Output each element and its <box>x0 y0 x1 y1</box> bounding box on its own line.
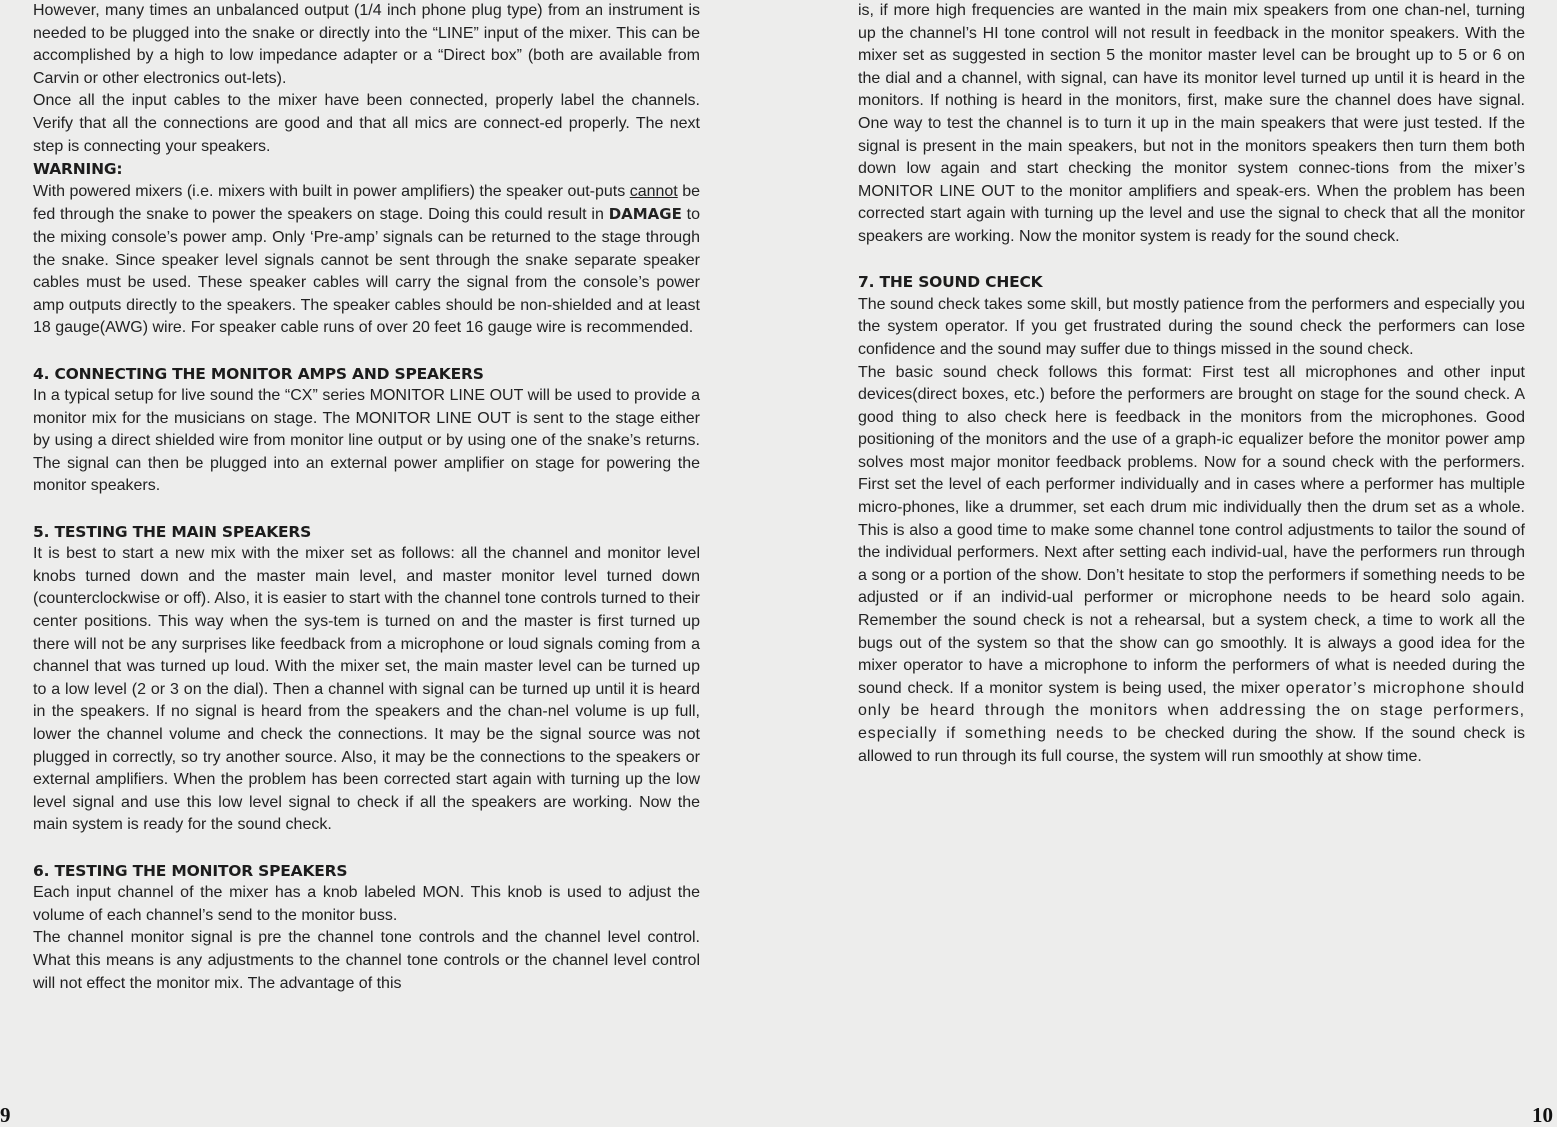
section-7-heading: 7. THE SOUND CHECK <box>858 273 1043 292</box>
paragraph-unbalanced-output: However, many times an unbalanced output (1/4 inch phone plug type) from an instrument is needed to be plugged into the snake or directly into the “LINE” input of the mixer. This can be accomplished by a high to low impedance adapter or a “Direct box” (both are available from Carvin or other electronics out-lets). <box>33 2 700 87</box>
spacer <box>33 837 700 860</box>
section-7-body-2a: The basic sound check follows this format: First test all microphones and other input devices(direct boxes, etc.) before the performers are brought on stage for the sound check. A good thing to also check here is feedback in the monitors from the microphones. Good positioning of the monitors and the use of a graph-ic equalizer before the monitor power amp solves most major monitor feedback problems. Now for a sound check with the performers. First set the level of each performer individually and in cases where a performer has multiple micro-phones, like a drummer, set each drum mic individually then the drum set as a whole. This is also a good time to make some channel tone control adjustments to tailor the sound of the individual performers. Next after setting each individ-ual, have the performers run through a song or a portion of the show. Don’t hesitate to stop the performers if something needs to be adjusted or if an individ-ual performer or microphone needs to be heard solo again. Remember the sound check is not a rehearsal, but a system check, a time to work all the bugs out of the system so that the show can go smoothly. It is always a good idea for the mixer operator to have a microphone to inform the performers of what is needed during the sound check. If a monitor system is being used, the mixer <box>858 363 1525 697</box>
section-5-body: It is best to start a new mix with the mixer set as follows: all the channel and monitor level knobs turned down and the master main level, and master monitor level turned down (counterclockwise or off). Also, it is easier to start with the channel tone controls turned to their center positions. This way when the sys-tem is turned on and the master is first turned up there will not be any surprises like feedback from a microphone or loud signals coming from a channel that was turned up loud. With the mixer set, the main master level can be turned up to a low level (2 or 3 on the dial). Then a channel with signal can be turned up until it is heard in the speakers. If no signal is heard from the speakers and the chan-nel volume is up full, lower the channel volume and check the connections. It may be the signal source was not plugged in correctly, so try another source. Also, it may be the connections to the speakers or external amplifiers. When the problem has been corrected start again with turning up the low level signal and use this low level signal to check if all the speakers are working. Now the main system is ready for the sound check. <box>33 545 700 834</box>
section-7-body-2c: checked during the show. If the sound check is allowed to run through its full course, the system will run smoothly at show time. <box>858 725 1526 765</box>
spacer <box>858 249 1525 272</box>
section-7-body-2 <box>858 362 1525 769</box>
paragraph-label-channels: Once all the input cables to the mixer have been connected, properly label the channels. Verify that all the connections are good and that all mics are connect-ed properly. The next step is connecting your speakers. <box>33 92 700 155</box>
page-number-left: 9 <box>0 1103 11 1127</box>
warning-text-part1: With powered mixers (i.e. mixers with built in power amplifiers) the speaker out-puts <box>33 182 630 200</box>
warning-text-part2: be fed through the snake to power the speakers on stage. Doing this could result in <box>33 182 700 224</box>
section-7-body-2b: operator’s microphone should only be heard through the monitors when addressing the on stage performers, especially if something needs to be <box>858 679 1525 742</box>
section-4-body: In a typical setup for live sound the “CX” series MONITOR LINE OUT will be used to provide a monitor mix for the musicians on stage. The MONITOR LINE OUT is sent to the stage either by using a direct shielded wire from monitor line output or by using one of the snake’s returns. The signal can then be plugged into an external power amplifier on stage for powering the monitor speakers. <box>33 387 700 495</box>
section-7-body-1: The sound check takes some skill, but mostly patience from the performers and especially you the system operator. If you get frustrated during the sound check the performers can lose confidence and the sound may suffer due to things missed in the sound check. <box>858 295 1525 358</box>
section-4-heading: 4. CONNECTING THE MONITOR AMPS AND SPEAKERS <box>33 364 484 383</box>
section-6-body-2: The channel monitor signal is pre the channel tone controls and the channel level control. What this means is any adjustments to the channel tone controls or the channel level control will not effect the monitor mix. The advantage of this <box>33 929 700 992</box>
left-page-column <box>33 0 700 995</box>
section-5-heading: 5. TESTING THE MAIN SPEAKERS <box>33 522 312 541</box>
right-page-column <box>858 0 1525 768</box>
section-6-body-1: Each input channel of the mixer has a knob labeled MON. This knob is used to adjust the volume of each channel’s send to the monitor buss. <box>33 884 700 924</box>
warning-heading: WARNING: <box>33 160 123 179</box>
paragraph-warning <box>33 181 700 340</box>
section-6-heading: 6. TESTING THE MONITOR SPEAKERS <box>33 861 348 880</box>
warning-text-part3: to the mixing console’s power amp. Only ‘Pre-amp’ signals can be returned to the stage through the snake. Since speaker level signals cannot be sent through the snake separate speaker cables must be used. These speaker cables will carry the signal from the console’s power amp outputs directly to the speakers. The speaker cables should be non-shielded and at least 18 gauge(AWG) wire. For speaker cable runs of over 20 feet 16 gauge wire is recommended. <box>33 206 701 337</box>
spacer <box>33 498 700 521</box>
page-number-right: 10 <box>1532 1103 1553 1127</box>
paragraph-monitor-continued: is, if more high frequencies are wanted in the main mix speakers from one chan-nel, turning up the channel’s HI tone control will not result in feedback in the monitor speakers. With the mixer set as suggested in section 5 the monitor master level can be brought up to 5 or 6 on the dial and a channel, with signal, can have its monitor level turned up until it is heard in the monitors. If nothing is heard in the monitors, first, make sure the channel does have signal. One way to test the channel is to turn it up in the main speakers that were just tested. If the signal is present in the main speakers, but not in the monitors speakers then turn them both down low again and start checking the monitor system connec-tions from the mixer’s MONITOR LINE OUT to the monitor amplifiers and speak-ers. When the problem has been corrected start again with turning up the level and use the signal to check that all the monitor speakers are working. Now the monitor system is ready for the sound check. <box>858 2 1525 245</box>
warning-cannot: cannot <box>629 182 678 200</box>
spacer <box>33 340 700 363</box>
warning-damage: DAMAGE <box>608 205 682 224</box>
